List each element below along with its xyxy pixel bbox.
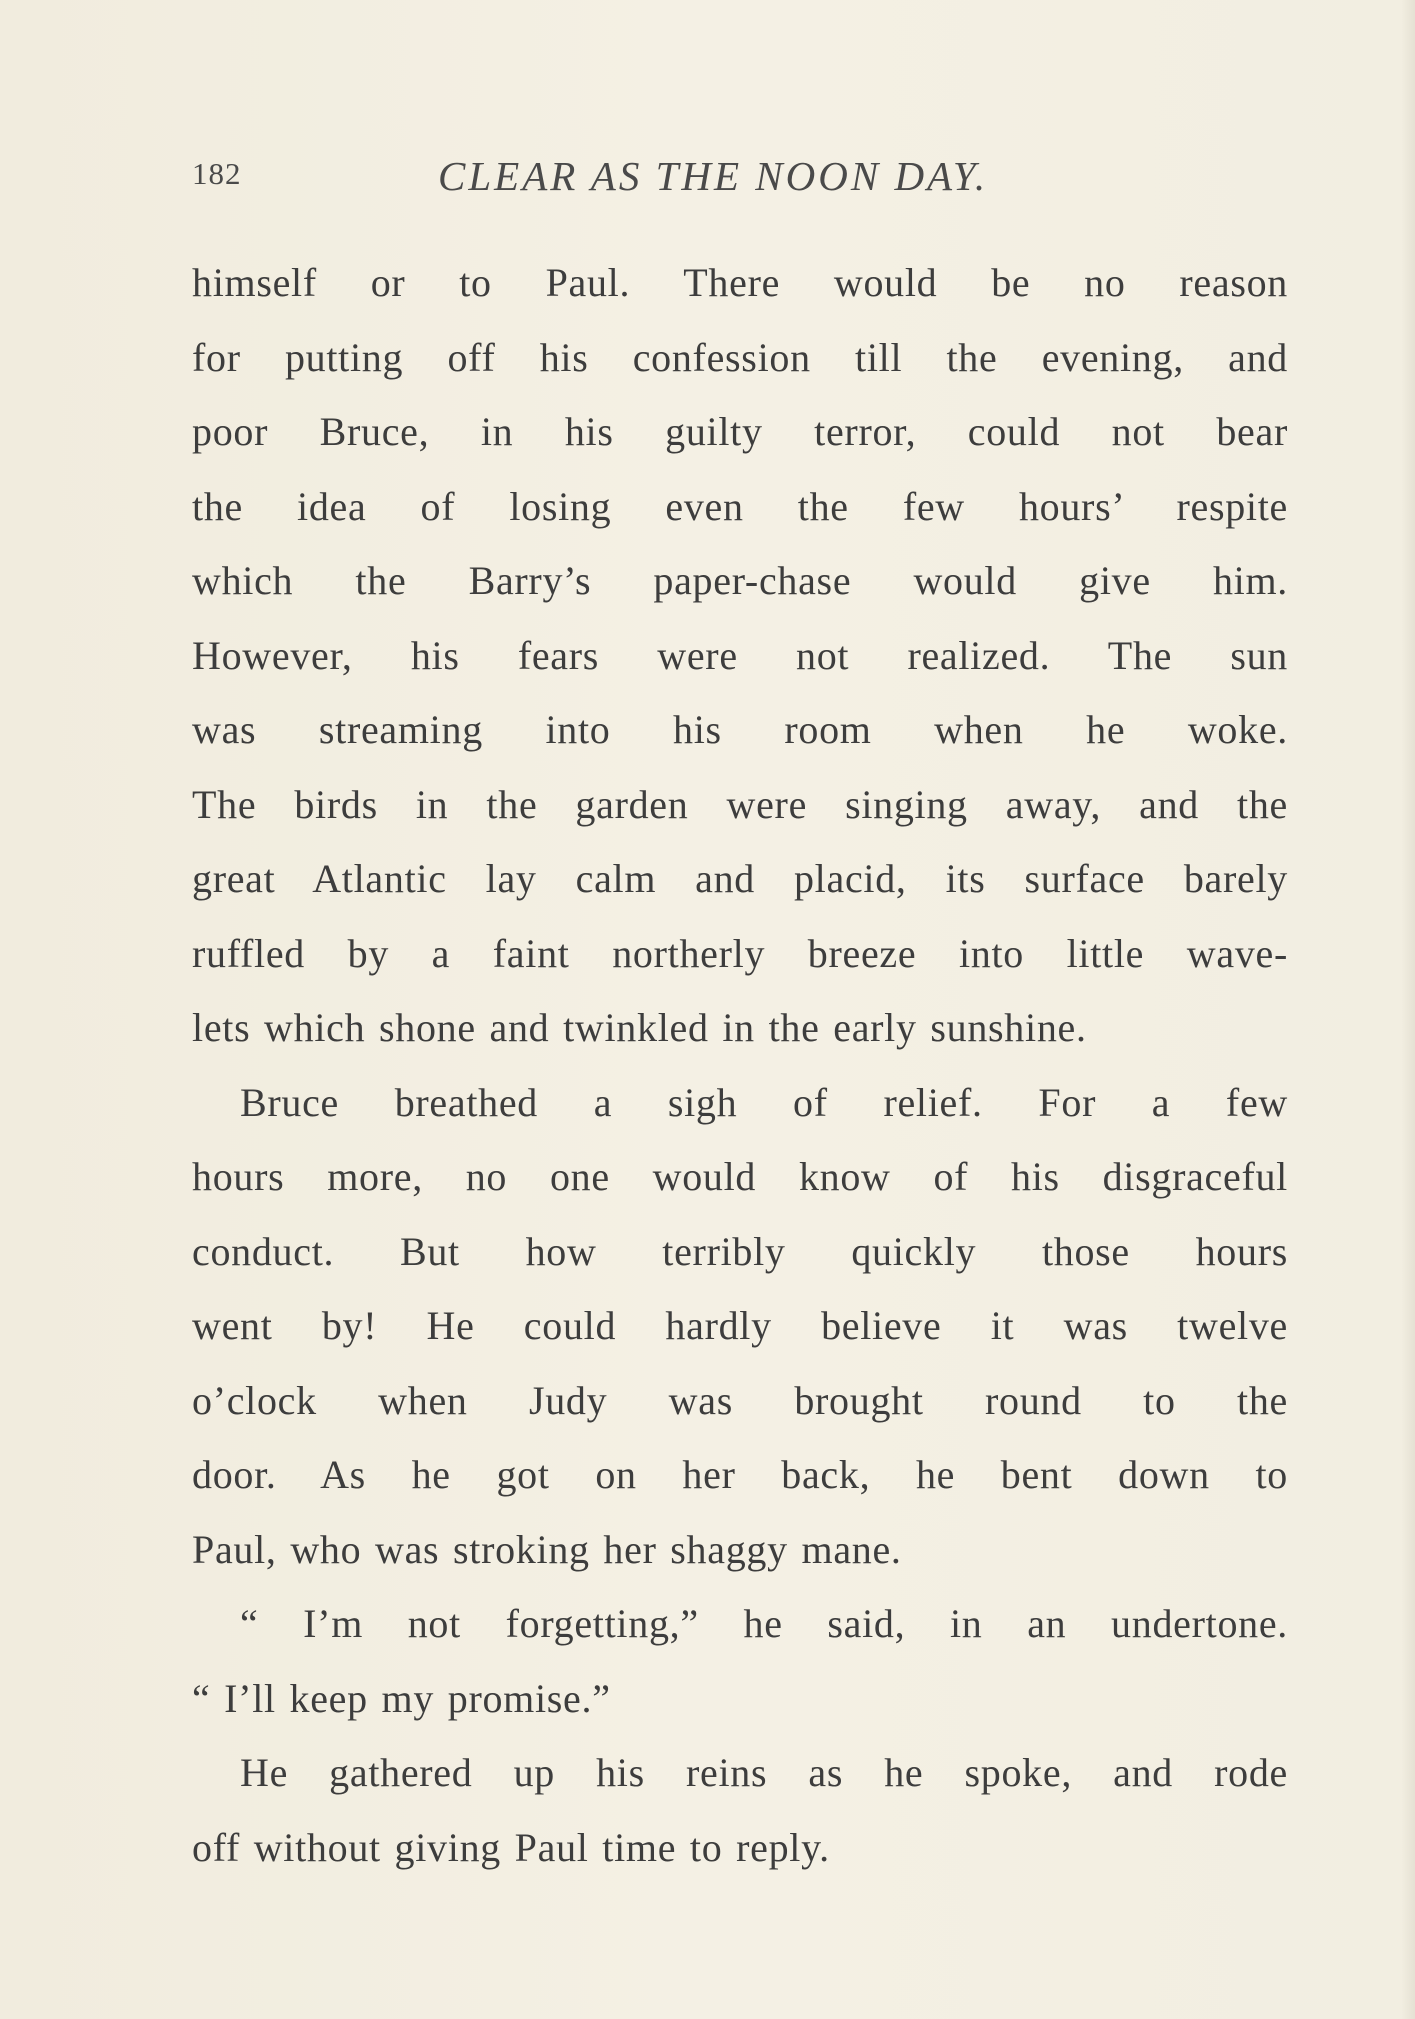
text-line: The birds in the garden were singing away, and the [192,781,1288,827]
body-text [192,246,1288,1885]
text-line: himself or to Paul. There would be no reason [192,260,1288,305]
text-line: However, his fears were not realized. The sun [192,632,1288,678]
page-edge-shadow [1401,0,1415,2019]
running-head: CLEAR AS THE NOON DAY. [438,153,989,199]
text-line: hours more, no one would know of his disgraceful [192,1154,1288,1199]
text-line: went by! He could hardly believe it was twelve [192,1303,1288,1348]
text-line: the idea of losing even the few hours’ respite [192,483,1288,529]
text-line: was streaming into his room when he woke. [192,707,1288,752]
text-line: poor Bruce, in his guilty terror, could not bear [192,409,1288,454]
page-header [192,152,1288,202]
text-line: “ I’m not forgetting,” he said, in an undertone. [240,1601,1288,1646]
text-line: He gathered up his reins as he spoke, and rode [240,1750,1288,1795]
text-line: great Atlantic lay calm and placid, its surface barely [192,856,1288,901]
text-line: o’clock when Judy was brought round to the [192,1377,1288,1423]
text-line: Paul, who was stroking her shaggy mane. [192,1526,902,1572]
text-line: Bruce breathed a sigh of relief. For a few [240,1079,1288,1125]
page-number: 182 [192,156,242,191]
text-line: door. As he got on her back, he bent down to [192,1452,1288,1497]
text-line: lets which shone and twinkled in the early sunshine. [192,1005,1087,1050]
text-line: which the Barry’s paper-chase would give him. [192,558,1288,603]
text-line: off without giving Paul time to reply. [192,1824,830,1870]
text-line: for putting off his confession till the evening, and [192,334,1288,380]
text-line: ruffled by a faint northerly breeze into little wave- [192,930,1288,976]
text-line: “ I’ll keep my promise.” [192,1675,611,1721]
text-line: conduct. But how terribly quickly those hours [192,1228,1288,1274]
